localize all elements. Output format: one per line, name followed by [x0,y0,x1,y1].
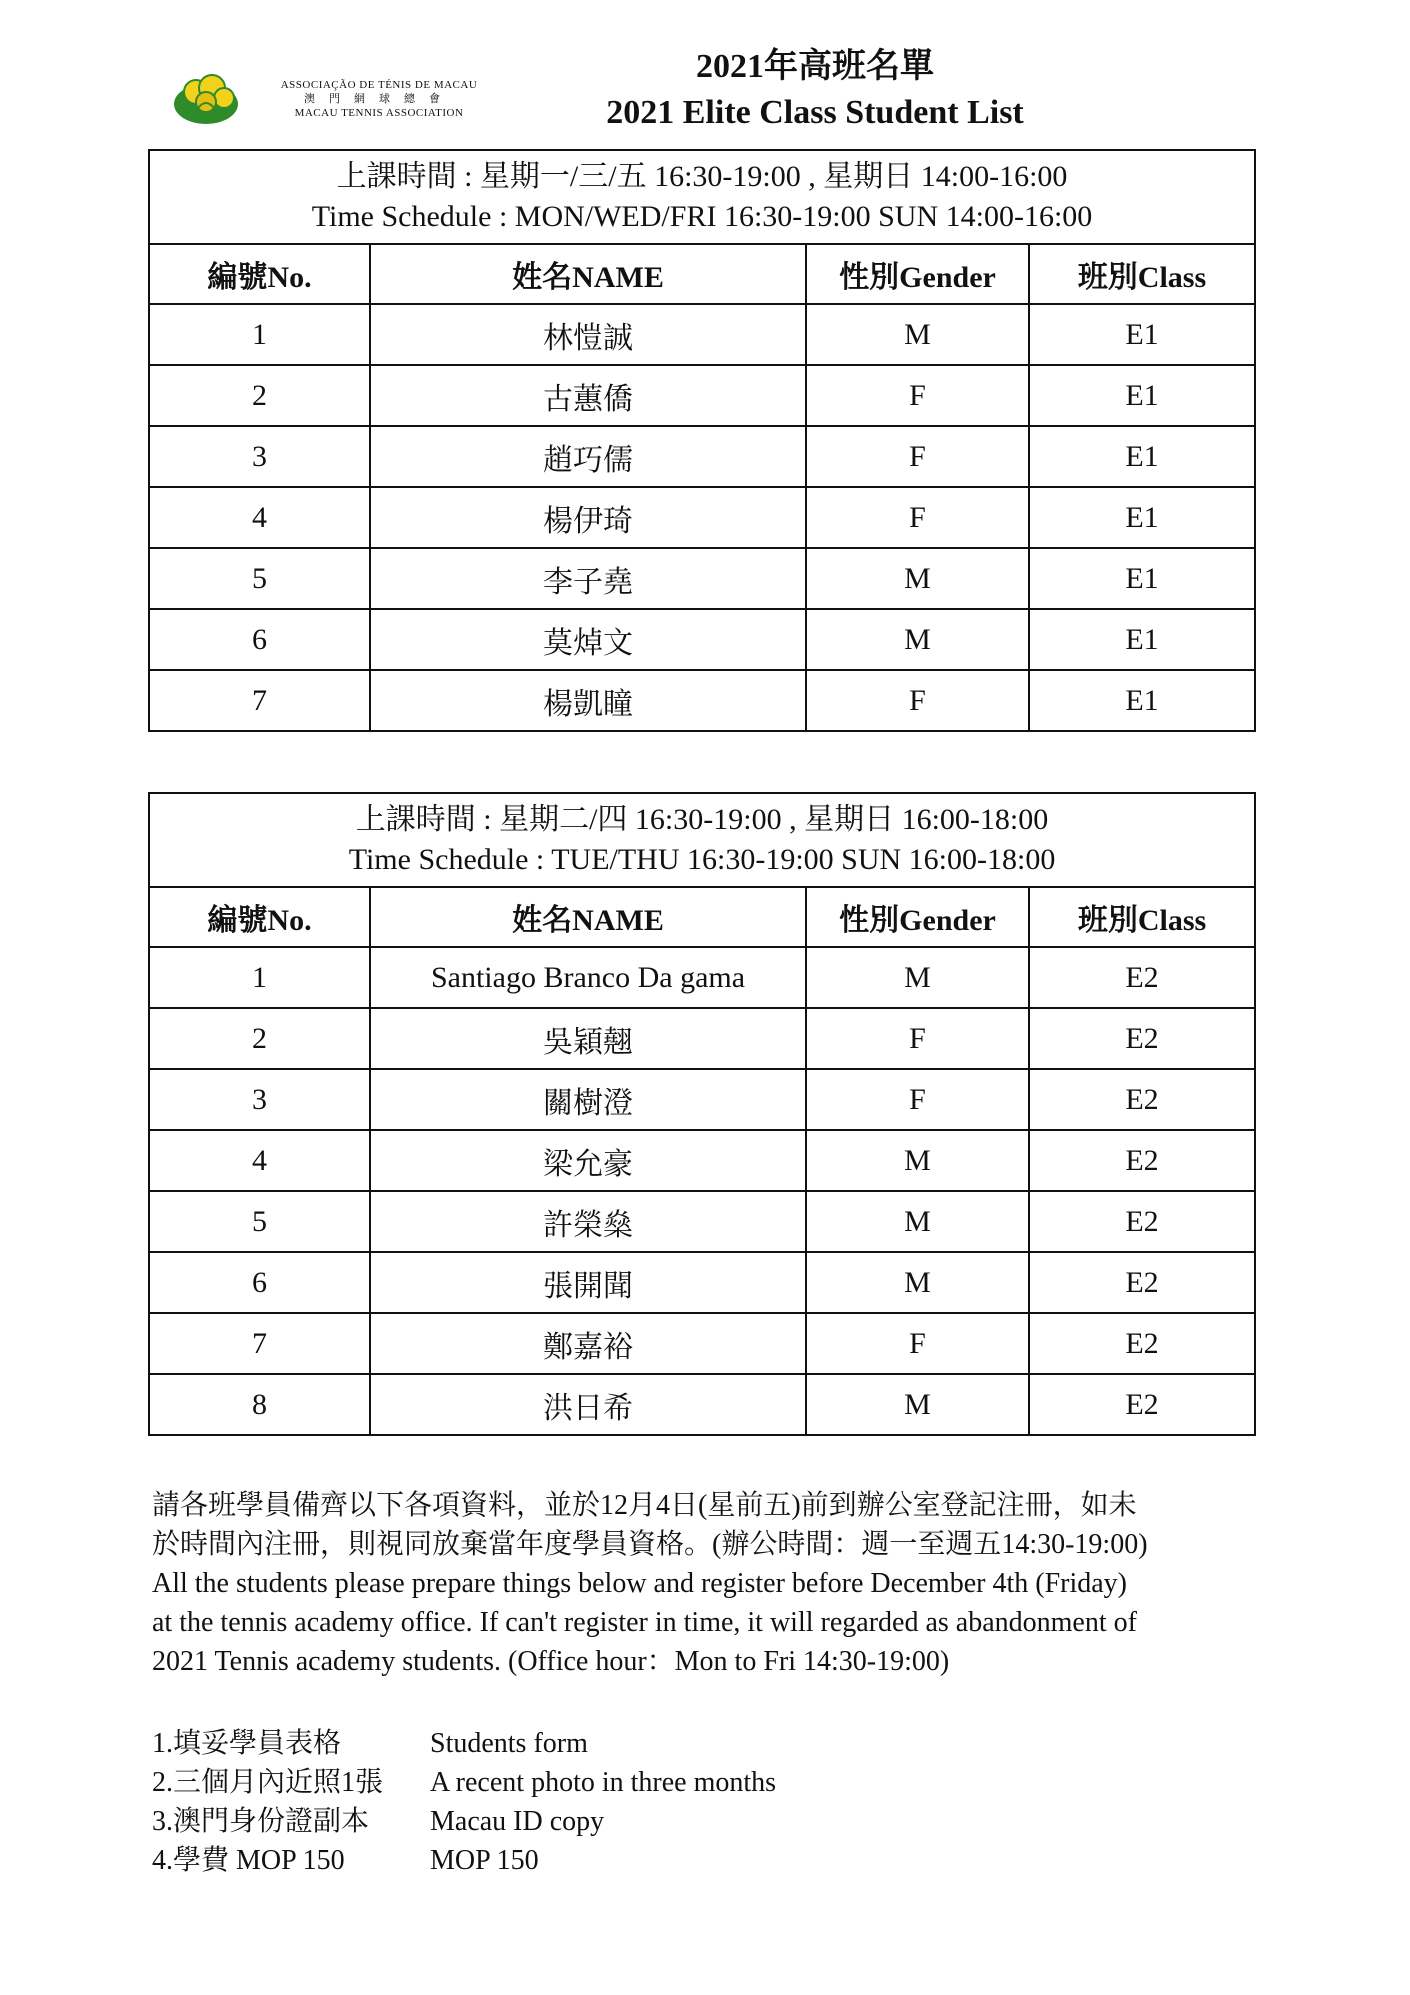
cell-name: 張開聞 [370,1252,806,1313]
cell-gender: F [806,1008,1029,1069]
cell-gender: M [806,304,1029,365]
cell-gender: F [806,1313,1029,1374]
notice-zh-line: 於時間內注冊，則視同放棄當年度學員資格。(辦公時間：週一至週五14:30-19:00) [152,1529,1148,1560]
cell-name: 楊凱瞳 [370,670,806,731]
tennis-association-logo [172,68,242,128]
cell-no: 1 [149,947,370,1008]
cell-class: E2 [1029,947,1255,1008]
title-zh: 2021年高班名單 [696,48,934,85]
cell-no: 7 [149,1313,370,1374]
cell-name: 李子堯 [370,548,806,609]
cell-class: E1 [1029,365,1255,426]
cell-class: E2 [1029,1252,1255,1313]
table-row [149,1130,1255,1191]
table-row [149,1252,1255,1313]
table-row [149,1191,1255,1252]
header-row [149,887,1255,947]
cell-class: E1 [1029,548,1255,609]
cell-name: 趙巧儒 [370,426,806,487]
class-e1-table [148,149,1256,732]
org-name-zh: 澳門網球總會 [304,93,454,105]
notice-zh-line: 請各班學員備齊以下各項資料，並於12月4日(星前五)前到辦公室登記注冊，如未 [152,1490,1137,1521]
cell-no: 6 [149,1252,370,1313]
table-row [149,670,1255,731]
schedule-row [149,150,1255,244]
cell-gender: F [806,1069,1029,1130]
schedule-cell [149,150,1255,244]
page-header [0,0,1410,150]
notice-en-line: at the tennis academy office. If can't register in time, it will regarded as abandonment of [152,1607,1137,1638]
cell-class: E2 [1029,1313,1255,1374]
cell-no: 8 [149,1374,370,1435]
column-header-class: 班別Class [1029,887,1255,947]
cell-no: 5 [149,548,370,609]
cell-class: E1 [1029,426,1255,487]
title-en: 2021 Elite Class Student List [606,94,1024,131]
column-header-gender: 性別Gender [806,887,1029,947]
cell-gender: F [806,670,1029,731]
column-header-no: 編號No. [149,244,370,304]
cell-no: 2 [149,365,370,426]
cell-class: E2 [1029,1130,1255,1191]
org-name-en: MACAU TENNIS ASSOCIATION [294,107,464,119]
item-zh: 4.學費 MOP 150 [152,1845,345,1876]
item-zh: 3.澳門身份證副本 [152,1806,370,1837]
cell-gender: M [806,1130,1029,1191]
org-name-pt: ASSOCIAÇÃO DE TÉNIS DE MACAU [280,79,478,91]
cell-gender: M [806,609,1029,670]
item-en: MOP 150 [430,1845,539,1876]
cell-no: 4 [149,1130,370,1191]
table-row [149,304,1255,365]
cell-no: 7 [149,670,370,731]
schedule-zh: 上課時間 : 星期二/四 16:30-19:00 , 星期日 16:00-18:00 [355,803,1049,836]
table-row [149,487,1255,548]
table-row [149,426,1255,487]
cell-name: 楊伊琦 [370,487,806,548]
cell-no: 1 [149,304,370,365]
cell-name: 古蕙僑 [370,365,806,426]
cell-gender: M [806,947,1029,1008]
schedule-en: Time Schedule : MON/WED/FRI 16:30-19:00 SUN 14:00-16:00 [311,200,1093,233]
cell-name: 關樹澄 [370,1069,806,1130]
table-row [149,1374,1255,1435]
notice-en-line: All the students please prepare things below and register before December 4th (Friday) [152,1568,1127,1599]
cell-no: 5 [149,1191,370,1252]
cell-name: Santiago Branco Da gama [370,947,806,1008]
schedule-cell [149,793,1255,887]
column-header-no: 編號No. [149,887,370,947]
header-row [149,244,1255,304]
cell-gender: F [806,426,1029,487]
item-en: A recent photo in three months [430,1767,777,1798]
cell-gender: M [806,1374,1029,1435]
cell-no: 6 [149,609,370,670]
page-title [530,44,1100,136]
schedule-zh: 上課時間 : 星期一/三/五 16:30-19:00 , 星期日 14:00-16:00 [336,160,1068,193]
cell-class: E2 [1029,1374,1255,1435]
schedule-row [149,793,1255,887]
cell-gender: M [806,548,1029,609]
cell-gender: M [806,1191,1029,1252]
cell-no: 2 [149,1008,370,1069]
column-header-gender: 性別Gender [806,244,1029,304]
cell-gender: F [806,487,1029,548]
item-zh: 2.三個月內近照1張 [152,1767,384,1798]
column-header-name: 姓名NAME [370,244,806,304]
table-row [149,365,1255,426]
table-row [149,1069,1255,1130]
column-header-class: 班別Class [1029,244,1255,304]
table-row [149,548,1255,609]
cell-name: 洪日希 [370,1374,806,1435]
cell-name: 許榮燊 [370,1191,806,1252]
cell-class: E1 [1029,304,1255,365]
table-row [149,609,1255,670]
cell-no: 3 [149,1069,370,1130]
cell-class: E2 [1029,1008,1255,1069]
item-en: Macau ID copy [430,1806,605,1837]
cell-no: 4 [149,487,370,548]
registration-notice [152,1486,1282,1681]
cell-class: E2 [1029,1069,1255,1130]
item-zh: 1.填妥學員表格 [152,1728,342,1759]
table-row [149,1008,1255,1069]
column-header-name: 姓名NAME [370,887,806,947]
class-e2-table [148,792,1256,1436]
cell-no: 3 [149,426,370,487]
cell-name: 吳穎翹 [370,1008,806,1069]
cell-gender: M [806,1252,1029,1313]
table-row [149,947,1255,1008]
cell-class: E1 [1029,609,1255,670]
schedule-en: Time Schedule : TUE/THU 16:30-19:00 SUN 16:00-18:00 [348,843,1056,876]
cell-gender: F [806,365,1029,426]
organization-name [264,78,494,120]
cell-class: E1 [1029,670,1255,731]
cell-name: 莫焯文 [370,609,806,670]
cell-name: 梁允豪 [370,1130,806,1191]
cell-name: 鄭嘉裕 [370,1313,806,1374]
table-row [149,1313,1255,1374]
notice-en-line: 2021 Tennis academy students. (Office hour：Mon to Fri 14:30-19:00) [152,1646,950,1677]
cell-class: E1 [1029,487,1255,548]
item-en: Students form [430,1728,588,1759]
cell-name: 林愷誠 [370,304,806,365]
cell-class: E2 [1029,1191,1255,1252]
